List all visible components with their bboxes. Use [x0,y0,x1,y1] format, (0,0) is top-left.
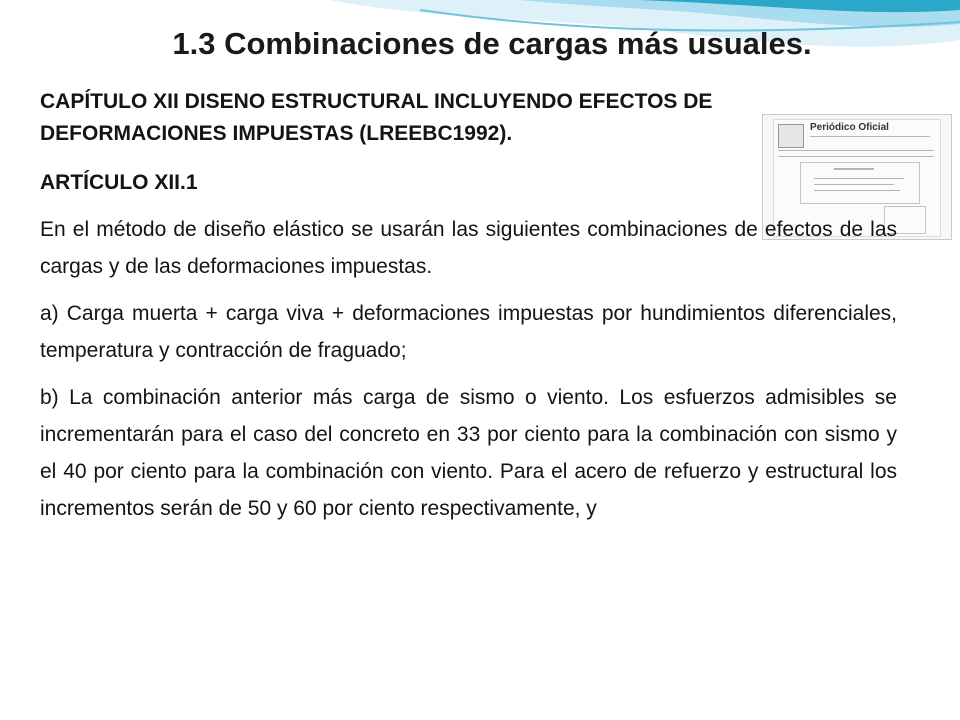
paragraph-b: b) La combinación anterior más carga de sismo o viento. Los esfuerzos admisibles se incrementarán para el caso del concreto en 33 por ciento para la combinación con sismo y el 40 por ciento para la combinación con viento. Para el acero de refuerzo y estructural los incrementos serán de 50 y 60 por ciento respectivamente, y [40,386,897,520]
thumbnail-title: Periódico Oficial [810,122,889,133]
slide-title: 1.3 Combinaciones de cargas más usuales. [172,26,812,61]
paragraph-intro: En el método de diseño elástico se usarán las siguientes combinaciones de efectos de las cargas y de las deformaciones impuestas. [40,218,897,278]
paragraph-a: a) Carga muerta + carga viva + deformaciones impuestas por hundimientos diferenciales, temperatura y contracción de fraguado; [40,302,897,362]
article-heading: ARTÍCULO XII.1 [40,171,198,194]
slide-body [40,86,897,537]
chapter-heading: CAPÍTULO XII DISENO ESTRUCTURAL INCLUYENDO EFECTOS DE DEFORMACIONES IMPUESTAS (LREEBC1992). [40,90,713,145]
